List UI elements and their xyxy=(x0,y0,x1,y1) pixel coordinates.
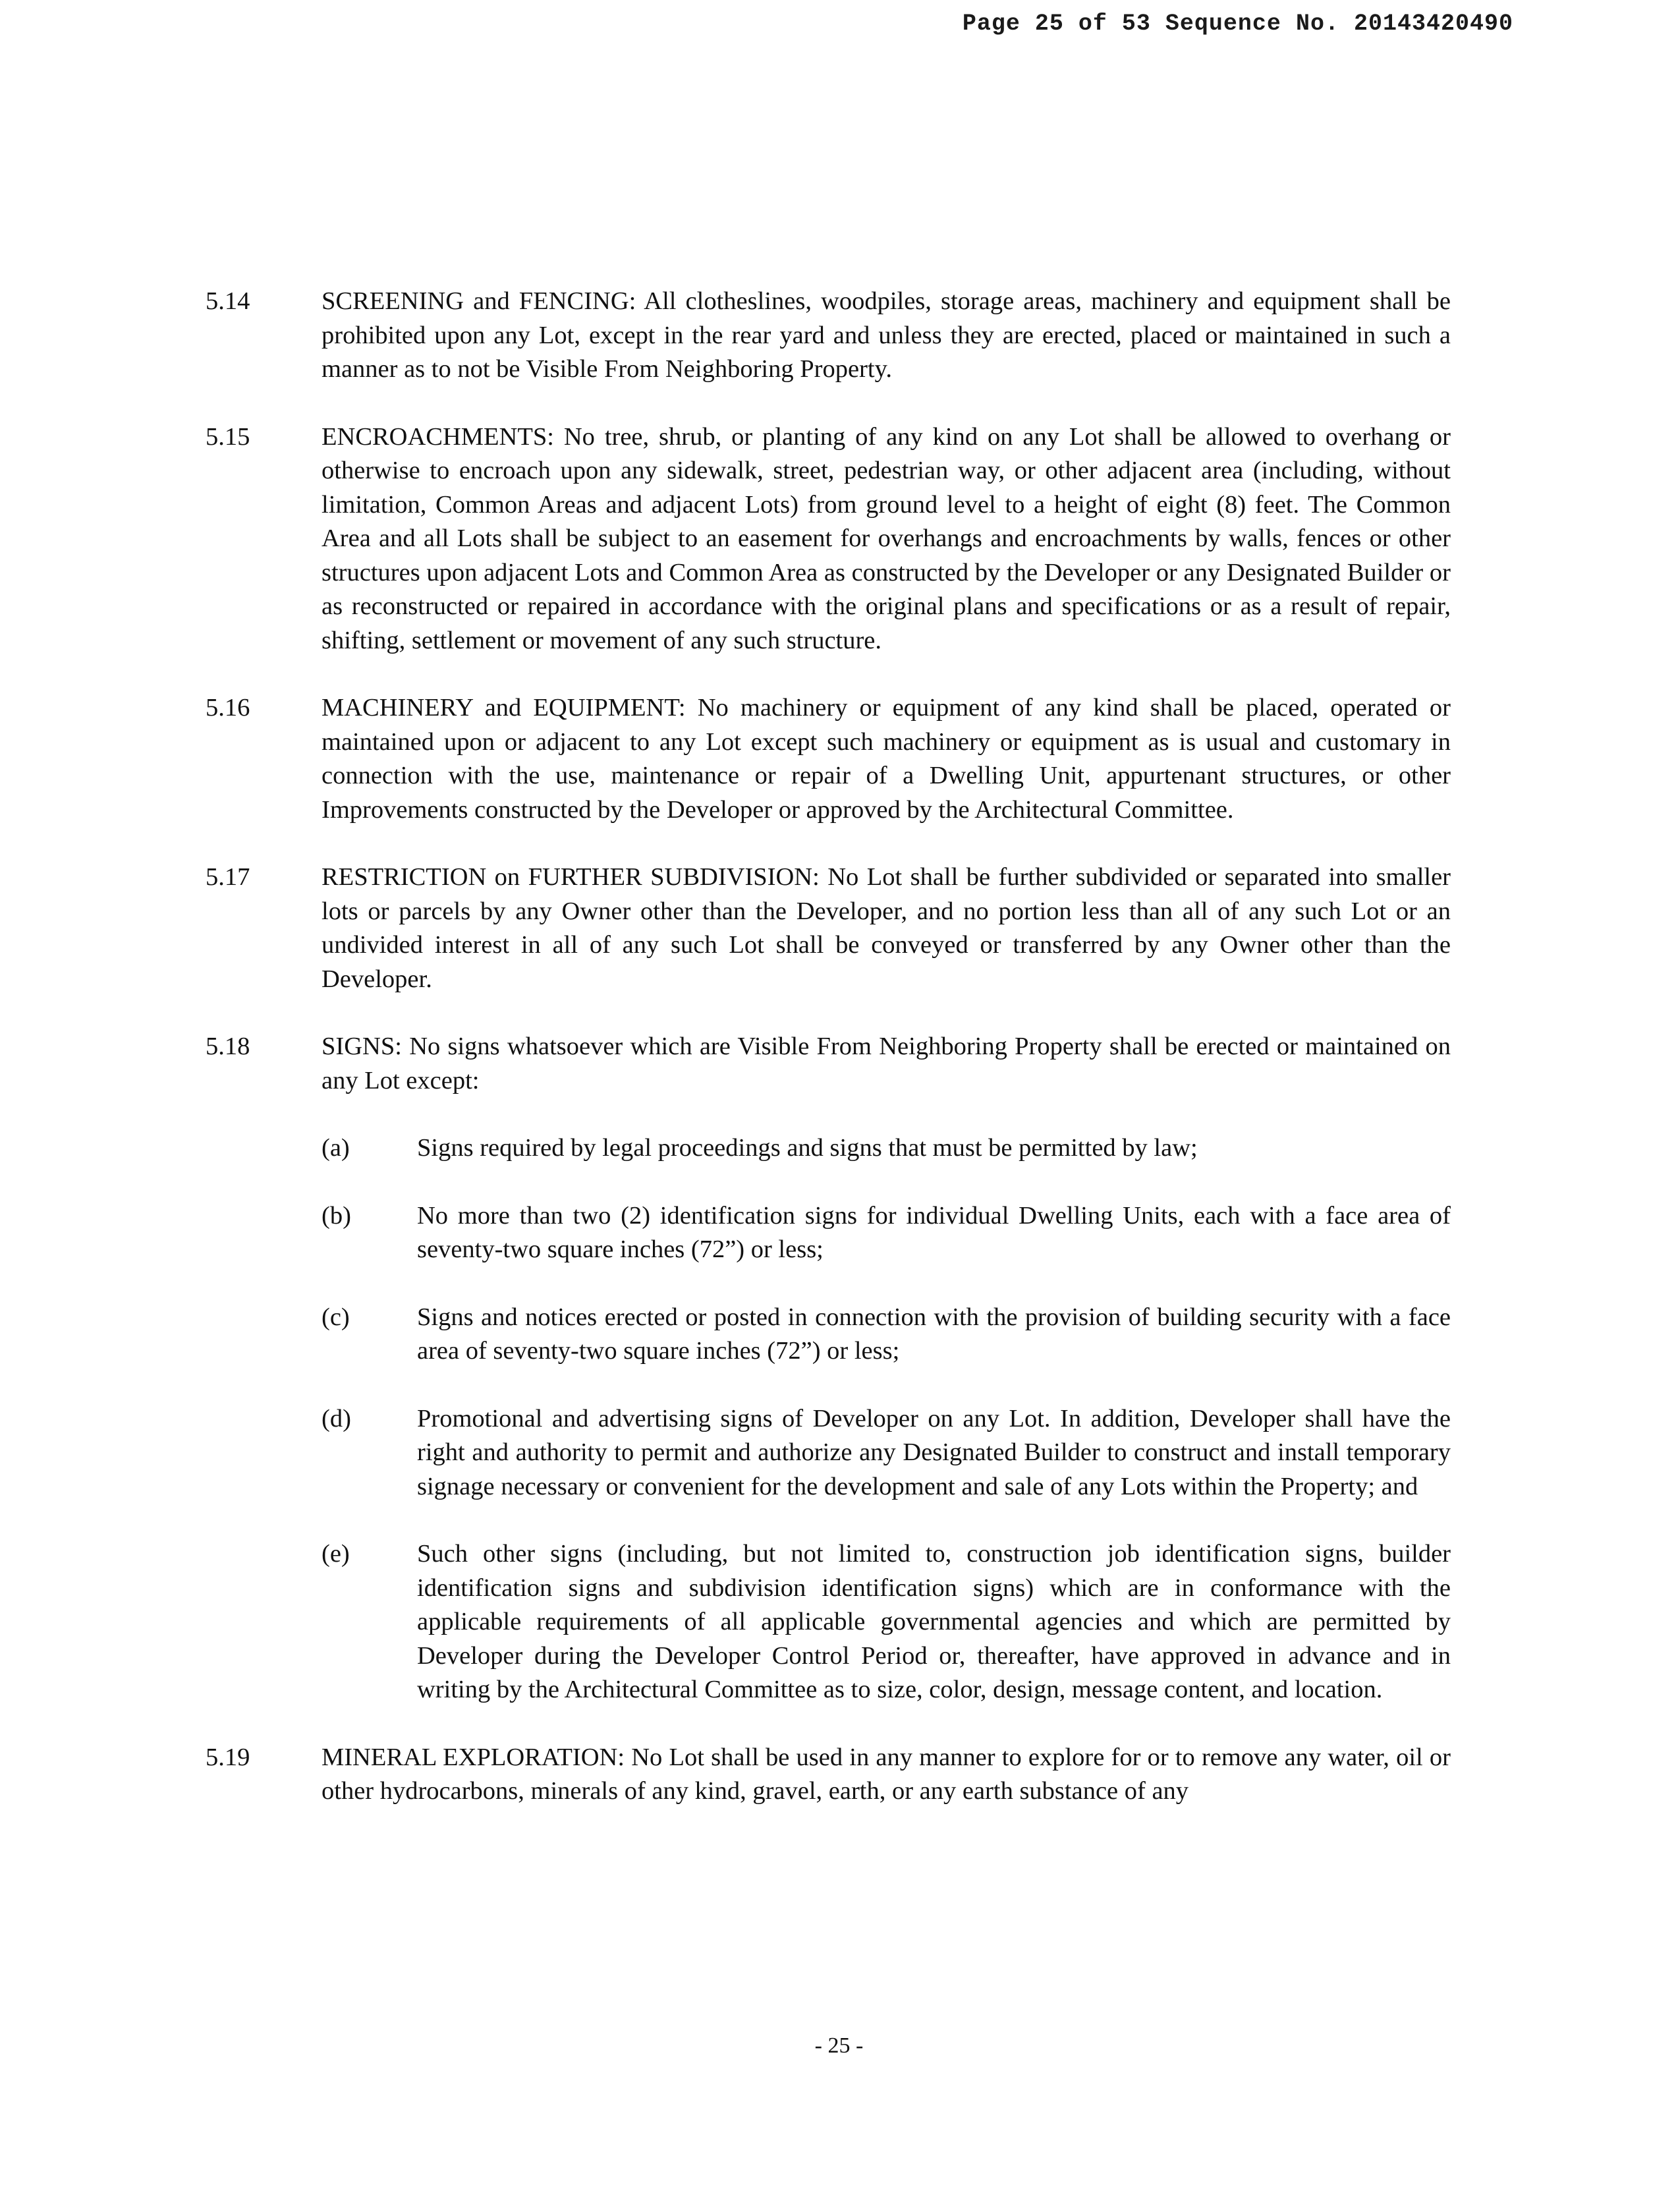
sign-item-e xyxy=(322,1537,1451,1707)
section-5-18 xyxy=(206,1030,1451,1707)
sign-item-c xyxy=(322,1301,1451,1369)
section-5-15 xyxy=(206,420,1451,658)
item-text: Signs required by legal proceedings and signs that must be permitted by law; xyxy=(417,1134,1198,1162)
document-body xyxy=(206,285,1451,1842)
section-number: 5.17 xyxy=(206,863,250,891)
section-number: 5.15 xyxy=(206,422,250,451)
item-label: (a) xyxy=(322,1134,350,1162)
item-text: No more than two (2) identification signs for individual Dwelling Units, each with a face area of seventy-two square inches (72”) or less; xyxy=(417,1201,1451,1263)
section-text: ENCROACHMENTS: No tree, shrub, or planting of any kind on any Lot shall be allowed to overhang or otherwise to encroach upon any sidewalk, street, pedestrian way, or other adjacent area (including, without limitation, Common Areas and adjacent Lots) from ground level to a height of eight (8) feet. The Common Area and all Lots shall be subject to an easement for overhangs and encroachments by walls, fences or other structures upon adjacent Lots and Common Area as constructed by the Developer or any Designated Builder or as reconstructed or repaired in accordance with the original plans and specifications or as a result of repair, shifting, settlement or movement of any such structure. xyxy=(322,422,1451,654)
section-5-19 xyxy=(206,1741,1451,1809)
page-number: - 25 - xyxy=(814,2033,864,2058)
sign-item-a xyxy=(322,1131,1451,1166)
page-sequence-header: Page 25 of 53 Sequence No. 20143420490 xyxy=(962,11,1513,37)
item-text: Signs and notices erected or posted in connection with the provision of building security with a face area of seventy-two square inches (72”) or less; xyxy=(417,1303,1451,1365)
sign-item-b xyxy=(322,1199,1451,1267)
sign-item-d xyxy=(322,1402,1451,1504)
section-5-17 xyxy=(206,861,1451,996)
section-number: 5.18 xyxy=(206,1033,250,1060)
item-label: (d) xyxy=(322,1404,351,1432)
item-label: (e) xyxy=(322,1540,350,1568)
section-number: 5.16 xyxy=(206,694,250,722)
item-label: (c) xyxy=(322,1303,350,1331)
section-5-14 xyxy=(206,285,1451,387)
section-container xyxy=(322,1030,1451,1707)
section-text: MINERAL EXPLORATION: No Lot shall be used in any manner to explore for or to remove any water, oil or other hydrocarbons, minerals of any kind, gravel, earth, or any earth substance of any xyxy=(322,1743,1451,1805)
section-text: RESTRICTION on FURTHER SUBDIVISION: No Lot shall be further subdivided or separated into smaller lots or parcels by any Owner other than the Developer, and no portion less than all of any such Lot or an undivided interest in all of any such Lot shall be conveyed or transferred by any Owner other than the Developer. xyxy=(322,863,1451,993)
item-text: Such other signs (including, but not limited to, construction job identification signs, builder identification signs and subdivision identification signs) which are in conformance with the applicable requirements of all applicable governmental agencies and which are permitted by Developer during the Developer Control Period or, thereafter, have approved in advance and in writing by the Architectural Committee as to size, color, design, message content, and location. xyxy=(417,1540,1451,1703)
item-text: Promotional and advertising signs of Developer on any Lot. In addition, Developer shall have the right and authority to permit and authorize any Designated Builder to construct and install temporary signage necessary or convenient for the development and sale of any Lots within the Property; and xyxy=(417,1404,1451,1500)
section-number: 5.14 xyxy=(206,287,250,315)
section-text: SCREENING and FENCING: All clotheslines, woodpiles, storage areas, machinery and equipment shall be prohibited upon any Lot, except in the rear yard and unless they are erected, placed or maintained in such a manner as to not be Visible From Neighboring Property. xyxy=(322,287,1451,383)
item-label: (b) xyxy=(322,1201,351,1230)
section-number: 5.19 xyxy=(206,1743,250,1771)
section-text: SIGNS: No signs whatsoever which are Visible From Neighboring Property shall be erected or maintained on any Lot except: xyxy=(322,1033,1451,1094)
section-5-16 xyxy=(206,691,1451,827)
section-text: MACHINERY and EQUIPMENT: No machinery or equipment of any kind shall be placed, operated or maintained upon or adjacent to any Lot except such machinery or equipment as is usual and customary in connection with the use, maintenance or repair of a Dwelling Unit, appurtenant structures, or other Improvements constructed by the Developer or approved by the Architectural Committee. xyxy=(322,694,1451,824)
